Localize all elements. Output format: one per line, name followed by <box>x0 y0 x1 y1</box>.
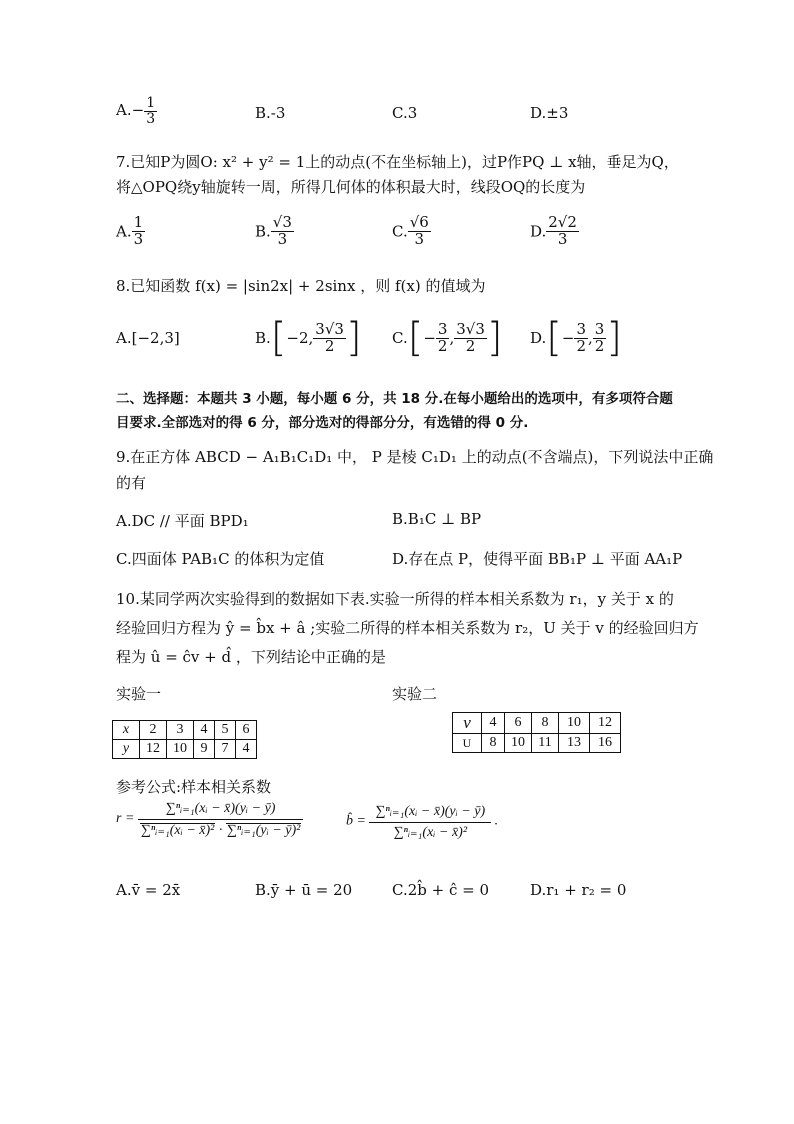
q10-stem-line3: 程为 û = ĉv + d̂ ，下列结论中正确的是 <box>116 648 386 666</box>
q9-option-d: D.存在点 P，使得平面 BB₁P ⊥ 平面 AA₁P <box>392 550 683 568</box>
table-row <box>113 740 257 759</box>
table-row <box>113 721 257 740</box>
q10-option-d: D.r₁ + r₂ = 0 <box>530 881 627 899</box>
q9-option-b: B.B₁C ⊥ BP <box>392 510 482 528</box>
table-cell: v <box>453 713 482 734</box>
q10-option-a: A.v̄ = 2x̄ <box>116 881 181 899</box>
table-cell: 7 <box>215 740 236 759</box>
table-cell: 9 <box>194 740 215 759</box>
r-formula: r = $\frac{\text{∑ⁿᵢ₌₁(xᵢ − x̄)(yᵢ − ȳ)}}{\text{∑ⁿᵢ₌₁(xᵢ − x̄)² · ∑ⁿᵢ₌₁(yᵢ − ȳ)²}}$ <box>116 800 303 838</box>
table-cell: 8 <box>482 734 505 753</box>
q8-option-b: B.[−2, $\frac{3√3}{2}$ ] <box>255 315 362 361</box>
table-cell: 10 <box>167 740 194 759</box>
table-cell: 11 <box>532 734 559 753</box>
q8-stem: 8.已知函数 f(x) = |sin2x| + 2sinx ，则 f(x) 的值域为 <box>116 277 486 295</box>
q7-stem-line2: 将△OPQ绕y轴旋转一周，所得几何体的体积最大时，线段OQ的长度为 <box>116 178 586 196</box>
table-cell: 8 <box>532 713 559 734</box>
table-cell: 2 <box>140 721 167 740</box>
table-cell: 10 <box>559 713 590 734</box>
table-cell: 4 <box>236 740 257 759</box>
q9-option-c: C.四面体 PAB₁C 的体积为定值 <box>116 550 325 568</box>
q6-option-d: D.±3 <box>530 104 569 122</box>
table-cell: y <box>113 740 140 759</box>
q10-stem-line2: 经验回归方程为 ŷ = b̂x + â ;实验二所得的样本相关系数为 r₂，U 关于 v 的经验回归方 <box>116 619 699 637</box>
section2-line2: 目要求.全部选对的得 6 分，部分选对的得部分分，有选错的得 0 分. <box>116 415 529 431</box>
table-cell: 6 <box>236 721 257 740</box>
q6-option-b: B.-3 <box>255 104 286 122</box>
q9-option-a: A.DC // 平面 BPD₁ <box>116 512 249 530</box>
q9-stem-line1: 9.在正方体 ABCD − A₁B₁C₁D₁ 中， P 是棱 C₁D₁ 上的动点(不含端点)，下列说法中正确 <box>116 448 714 466</box>
q8-option-c: C.[− $\frac{3}{2}$ , $\frac{3√3}{2}$ ] <box>392 315 503 361</box>
q7-stem-line1: 7.已知P为圆O: x² + y² = 1上的动点(不在坐标轴上)，过P作PQ ⊥ x轴，垂足为Q， <box>116 153 679 171</box>
q7-option-c: C. $\frac{√6}{3}$ <box>392 213 429 248</box>
table-cell: 6 <box>505 713 532 734</box>
q6-option-a: A.− $\frac{1}{3}$ <box>116 95 156 127</box>
table-cell: 4 <box>482 713 505 734</box>
q8-option-d: D.[− $\frac{3}{2}$ , $\frac{3}{2}$ ] <box>530 315 622 361</box>
q7-option-d: D. $\frac{2√2}{3}$ <box>530 213 577 248</box>
table-cell: 4 <box>194 721 215 740</box>
table-cell: 13 <box>559 734 590 753</box>
table-cell: U <box>453 734 482 753</box>
q10-stem-line1: 10.某同学两次实验得到的数据如下表.实验一所得的样本相关系数为 r₁，y 关于 x 的 <box>116 590 674 608</box>
q10-option-b: B.ȳ + ū = 20 <box>255 881 353 899</box>
table-cell: 3 <box>167 721 194 740</box>
section2-line1: 二、选择题：本题共 3 小题，每小题 6 分，共 18 分.在每小题给出的选项中，有多项符合题 <box>116 391 673 407</box>
experiment1-table <box>112 720 257 759</box>
table-cell: 16 <box>590 734 621 753</box>
table-cell: x <box>113 721 140 740</box>
table-row <box>453 734 621 753</box>
q7-option-a: A. $\frac{1}{3}$ <box>116 213 144 248</box>
q6-option-c: C.3 <box>392 104 418 122</box>
q8-option-a: A.[−2,3] <box>116 329 180 347</box>
b-formula: b̂ = $\frac{\text{∑ⁿᵢ₌₁(xᵢ − x̄)(yᵢ − ȳ)}}{\text{∑ⁿᵢ₌₁(xᵢ − x̄)²}}$ . <box>346 804 499 840</box>
table-cell: 12 <box>140 740 167 759</box>
table-cell: 5 <box>215 721 236 740</box>
formula-title: 参考公式:样本相关系数 <box>116 778 272 796</box>
q10-option-c: C.2b̂ + ĉ = 0 <box>392 881 490 899</box>
table-row <box>453 713 621 734</box>
q9-stem-line2: 的有 <box>116 474 147 492</box>
table-cell: 10 <box>505 734 532 753</box>
table-cell: 12 <box>590 713 621 734</box>
q7-option-b: B. $\frac{√3}{3}$ <box>255 213 292 248</box>
experiment2-table <box>452 712 621 753</box>
exp1-title: 实验一 <box>116 685 162 703</box>
exp2-title: 实验二 <box>392 685 438 703</box>
